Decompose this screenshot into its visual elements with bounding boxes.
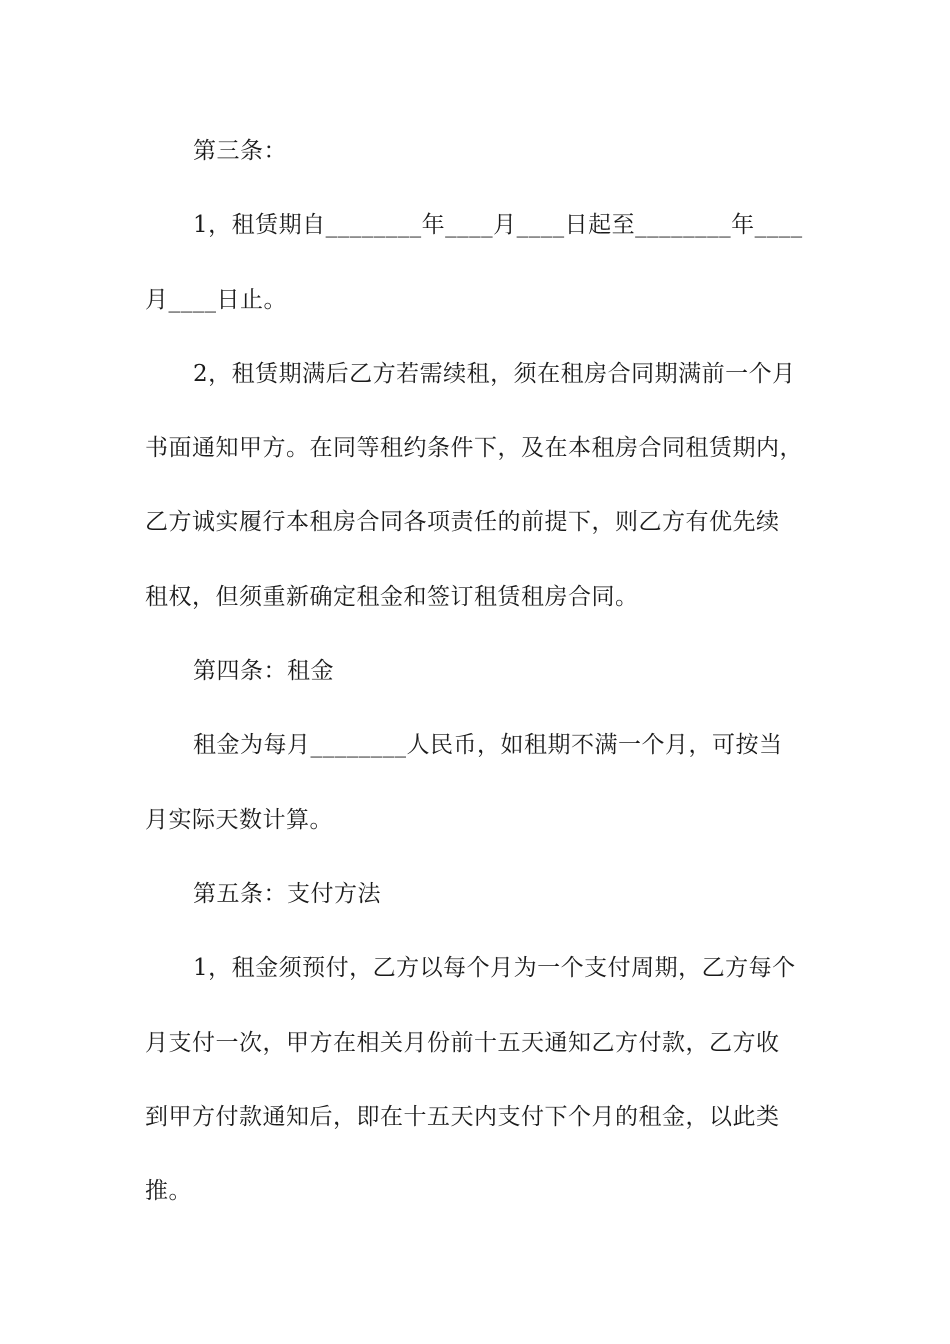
article-3-clause-2-line-1: 2，租赁期满后乙方若需续租，须在租房合同期满前一个月	[193, 360, 796, 387]
article-5-clause-1-line-4: 推。	[145, 1178, 192, 1205]
article-5-clause-1-line-1: 1，租金须预付，乙方以每个月为一个支付周期，乙方每个	[193, 955, 796, 982]
article-3-clause-1-line-2: 月____日止。	[145, 286, 287, 313]
article-3-heading: 第三条：	[193, 138, 287, 164]
article-3-clause-2-line-3: 乙方诚实履行本租房合同各项责任的前提下，则乙方有优先续	[145, 509, 780, 536]
article-5-heading: 第五条：支付方法	[193, 880, 381, 907]
article-5-clause-1-line-2: 月支付一次，甲方在相关月份前十五天通知乙方付款，乙方收	[145, 1029, 780, 1056]
article-3-clause-1-line-1: 1，租赁期自________年____月____日起至________年____	[193, 212, 803, 239]
article-4-paragraph-line-2: 月实际天数计算。	[145, 806, 333, 833]
article-3-clause-2-line-4: 租权，但须重新确定租金和签订租赁租房合同。	[145, 583, 639, 610]
article-4-heading: 第四条：租金	[193, 658, 334, 685]
article-4-paragraph-line-1: 租金为每月________人民币，如租期不满一个月，可按当	[193, 732, 783, 759]
article-3-clause-2-line-2: 书面通知甲方。在同等租约条件下，及在本租房合同租赁期内，	[145, 435, 803, 462]
document-body	[145, 128, 810, 1242]
article-5-clause-1-line-3: 到甲方付款通知后，即在十五天内支付下个月的租金，以此类	[145, 1103, 780, 1130]
